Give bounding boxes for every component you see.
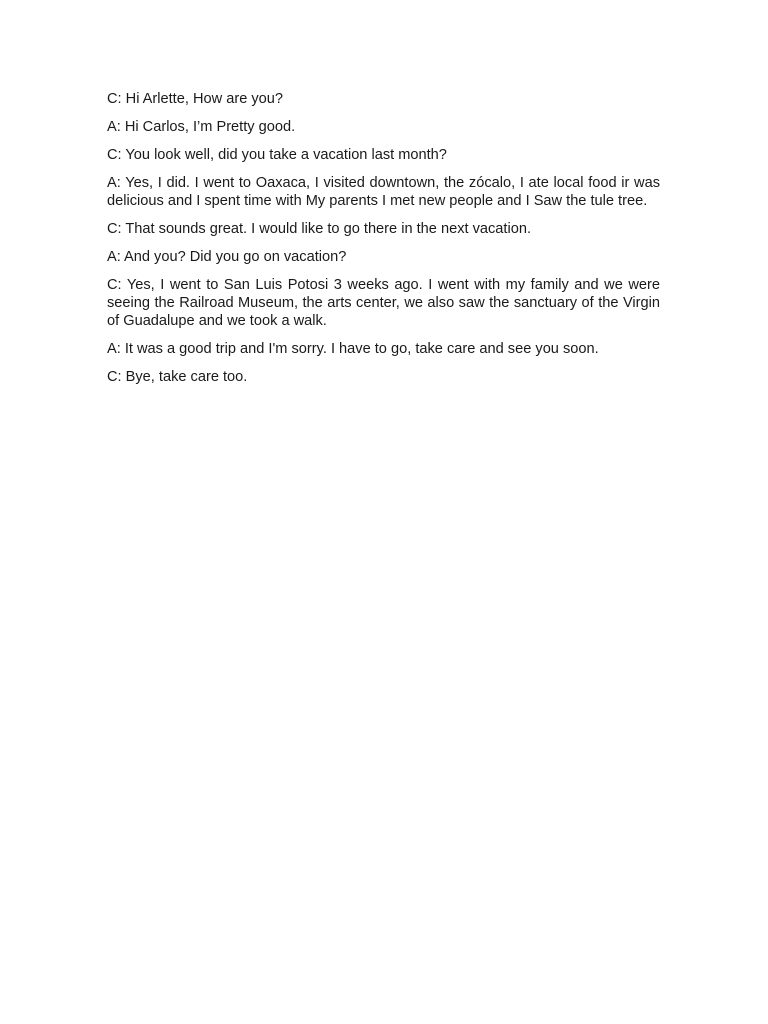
dialogue-line: A: Hi Carlos, I’m Pretty good.	[107, 119, 296, 135]
dialogue-line: C: Bye, take care too.	[107, 369, 248, 385]
dialogue-line: C: That sounds great. I would like to go there in the next vacation.	[107, 221, 532, 237]
dialogue-line: C: Hi Arlette, How are you?	[107, 91, 284, 107]
dialogue-text	[107, 90, 660, 396]
dialogue-line: A: And you? Did you go on vacation?	[107, 249, 347, 265]
dialogue-line: C: Yes, I went to San Luis Potosi 3 weeks ago. I went with my family and we were seeing the Railroad Museum, the arts center, we also saw the sanctuary of the Virgin of Guadalupe and we took a walk.	[107, 277, 660, 329]
dialogue-line: A: Yes, I did. I went to Oaxaca, I visited downtown, the zócalo, I ate local food ir was delicious and I spent time with My parents I met new people and I Saw the tule tree.	[107, 175, 660, 209]
dialogue-line: C: You look well, did you take a vacation last month?	[107, 147, 447, 163]
dialogue-line: A: It was a good trip and I'm sorry. I have to go, take care and see you soon.	[107, 341, 599, 357]
